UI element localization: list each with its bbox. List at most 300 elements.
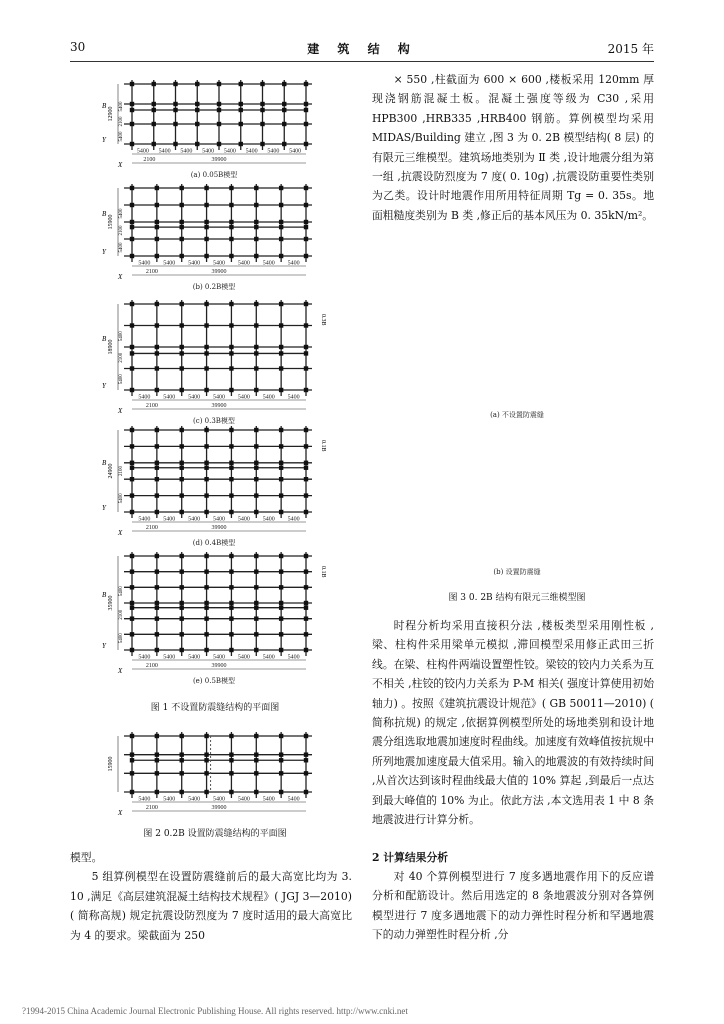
column-mark xyxy=(130,790,134,794)
column-mark xyxy=(304,477,308,481)
column-mark xyxy=(155,569,159,573)
column-mark xyxy=(279,585,283,589)
column-mark xyxy=(180,616,184,620)
column-mark xyxy=(254,601,258,605)
column-mark xyxy=(304,323,308,327)
column-mark xyxy=(180,632,184,636)
total-dim: 39900 xyxy=(211,269,227,275)
corridor-dim: 2100 xyxy=(145,805,158,811)
column-mark xyxy=(229,616,233,620)
column-mark xyxy=(279,388,283,392)
column-mark xyxy=(229,477,233,481)
column-mark xyxy=(180,323,184,327)
column-mark xyxy=(229,606,233,610)
column-mark xyxy=(279,237,283,241)
column-mark xyxy=(304,254,308,258)
column-mark xyxy=(180,444,184,448)
figure-3-caption: 图 3 0. 2B 结构有限元三维模型图 xyxy=(448,593,586,603)
right-text-bottom: 对 40 个算例模型进行 7 度多遇地震作用下的反应谱分析和配筋设计。然后用选定的 8 条地震波分别对各算例模型进行 7 度多遇地震下的动力弹性时程分析和罕遇地震下的动力弹塑性时程分析 ,分 xyxy=(372,870,654,942)
column-mark xyxy=(229,648,233,652)
column-mark xyxy=(279,601,283,605)
column-mark xyxy=(304,351,308,355)
column-mark xyxy=(304,648,308,652)
column-mark xyxy=(260,108,264,112)
column-mark xyxy=(180,254,184,258)
column-mark xyxy=(195,108,199,112)
column-mark xyxy=(173,142,177,146)
column-mark xyxy=(254,466,258,470)
b-axis-label: B xyxy=(102,591,107,599)
dim-label: 5400 xyxy=(262,796,275,803)
column-mark xyxy=(279,428,283,432)
column-mark xyxy=(130,569,134,573)
dim-label: 5400 xyxy=(163,654,176,661)
column-mark xyxy=(180,388,184,392)
column-mark xyxy=(204,186,208,190)
column-mark xyxy=(130,108,134,112)
corridor-dim: 2100 xyxy=(145,403,158,409)
column-mark xyxy=(304,428,308,432)
column-mark xyxy=(180,758,184,762)
dim-label: 5400 xyxy=(163,394,176,401)
column-mark xyxy=(180,493,184,497)
column-mark xyxy=(304,606,308,610)
column-mark xyxy=(217,82,221,86)
dim-label: 5400 xyxy=(245,148,258,155)
plan-b-caption: (b) 0.2B模型 xyxy=(192,283,236,291)
y-axis-label: Y xyxy=(102,136,106,144)
column-mark xyxy=(279,323,283,327)
y-axis-label: Y xyxy=(102,248,106,256)
column-mark xyxy=(204,569,208,573)
column-mark xyxy=(130,606,134,610)
column-mark xyxy=(279,606,283,610)
dim-label: 5400 xyxy=(287,394,300,401)
dim-label: 5400 xyxy=(287,516,300,523)
total-dim: 39900 xyxy=(211,663,227,669)
column-mark xyxy=(130,237,134,241)
figure-3a-model xyxy=(412,262,622,411)
column-mark xyxy=(204,444,208,448)
column-mark xyxy=(155,510,159,514)
column-mark xyxy=(279,752,283,756)
column-mark xyxy=(155,345,159,349)
column-mark xyxy=(260,102,264,106)
column-mark xyxy=(229,493,233,497)
column-mark xyxy=(155,237,159,241)
column-mark xyxy=(229,351,233,355)
dim-y-label: 5400 xyxy=(119,131,124,142)
dim-label: 5400 xyxy=(213,654,225,661)
column-mark xyxy=(130,554,134,558)
column-mark xyxy=(204,601,208,605)
column-mark xyxy=(130,203,134,207)
column-mark xyxy=(155,461,159,465)
column-mark xyxy=(304,225,308,229)
left-para-2: 5 组算例模型在设置防震缝前后的最大高宽比均为 3. 10 ,满足《高层建筑混凝土结构技术规程》( JGJ 3—2010) ( 简称高规) 规定抗震设防烈度为 7 度时适用的最大高宽比为 4 的要求。梁截面为 250 xyxy=(70,870,352,942)
column-mark xyxy=(130,82,134,86)
dim-label: 5400 xyxy=(213,516,225,523)
column-mark xyxy=(229,632,233,636)
dim-label: 5400 xyxy=(136,148,149,155)
column-mark xyxy=(229,203,233,207)
column-mark xyxy=(152,108,156,112)
column-mark xyxy=(155,758,159,762)
dim-label: 5400 xyxy=(188,394,201,401)
column-mark xyxy=(204,203,208,207)
column-mark xyxy=(254,616,258,620)
column-mark xyxy=(304,302,308,306)
column-mark xyxy=(173,102,177,106)
column-mark xyxy=(204,606,208,610)
column-mark xyxy=(130,461,134,465)
column-mark xyxy=(155,616,159,620)
dim-label: 5400 xyxy=(213,394,225,401)
column-mark xyxy=(254,734,258,738)
column-mark xyxy=(254,493,258,497)
column-mark xyxy=(304,752,308,756)
column-mark xyxy=(304,122,308,126)
column-mark xyxy=(180,461,184,465)
column-mark xyxy=(204,351,208,355)
column-mark xyxy=(254,585,258,589)
column-mark xyxy=(155,734,159,738)
column-mark xyxy=(130,510,134,514)
dim-label: 5400 xyxy=(138,260,151,267)
column-mark xyxy=(254,554,258,558)
plan-fig2 xyxy=(92,730,336,822)
column-mark xyxy=(229,323,233,327)
column-mark xyxy=(130,186,134,190)
column-mark xyxy=(130,225,134,229)
column-mark xyxy=(282,108,286,112)
side-label: 0.1B xyxy=(320,566,326,578)
column-mark xyxy=(155,302,159,306)
column-mark xyxy=(217,142,221,146)
total-y-dim: 24900 xyxy=(108,463,114,479)
column-mark xyxy=(229,366,233,370)
column-mark xyxy=(304,186,308,190)
column-mark xyxy=(304,388,308,392)
dim-label: 5400 xyxy=(237,394,250,401)
column-mark xyxy=(229,345,233,349)
column-mark xyxy=(130,648,134,652)
column-mark xyxy=(155,585,159,589)
column-mark xyxy=(229,554,233,558)
column-mark xyxy=(180,734,184,738)
plan-e-caption: (e) 0.5B模型 xyxy=(192,677,236,685)
column-mark xyxy=(180,345,184,349)
column-mark xyxy=(180,366,184,370)
plan-c-drawing xyxy=(92,298,336,420)
column-mark xyxy=(180,220,184,224)
dim-label: 5400 xyxy=(163,796,176,803)
plan-a-drawing xyxy=(92,78,336,174)
column-mark xyxy=(155,388,159,392)
dim-label: 5400 xyxy=(262,516,275,523)
column-mark xyxy=(204,648,208,652)
column-mark xyxy=(304,493,308,497)
column-mark xyxy=(254,225,258,229)
column-mark xyxy=(173,82,177,86)
column-mark xyxy=(130,466,134,470)
plan-c-caption: (c) 0.3B模型 xyxy=(193,417,235,425)
dim-label: 5400 xyxy=(267,148,280,155)
column-mark xyxy=(155,428,159,432)
column-mark xyxy=(155,186,159,190)
column-mark xyxy=(204,616,208,620)
column-mark xyxy=(254,790,258,794)
total-y-dim: 18900 xyxy=(108,339,114,355)
total-y-dim: 12900 xyxy=(108,106,114,122)
column-mark xyxy=(130,345,134,349)
column-mark xyxy=(204,323,208,327)
left-column-text xyxy=(70,848,352,945)
column-mark xyxy=(130,428,134,432)
column-mark xyxy=(254,351,258,355)
column-mark xyxy=(204,220,208,224)
column-mark xyxy=(130,122,134,126)
column-mark xyxy=(229,734,233,738)
dim-label: 5400 xyxy=(213,796,225,803)
column-mark xyxy=(204,388,208,392)
dim-y-label: 5400 xyxy=(119,493,124,504)
column-mark xyxy=(279,554,283,558)
dim-label: 5400 xyxy=(180,148,193,155)
dim-label: 5400 xyxy=(287,260,300,267)
column-mark xyxy=(304,569,308,573)
column-mark xyxy=(180,790,184,794)
figure-3a-caption: (a) 不设置防震缝 xyxy=(490,411,544,419)
total-dim: 39900 xyxy=(211,403,227,409)
column-mark xyxy=(204,771,208,775)
column-mark xyxy=(304,237,308,241)
column-mark xyxy=(204,466,208,470)
b-axis-label: B xyxy=(102,210,107,218)
column-mark xyxy=(254,752,258,756)
dim-label: 5400 xyxy=(163,516,176,523)
column-mark xyxy=(254,302,258,306)
column-mark xyxy=(180,351,184,355)
column-mark xyxy=(204,554,208,558)
column-mark xyxy=(155,601,159,605)
column-mark xyxy=(180,477,184,481)
dim-y-label: 5400 xyxy=(119,374,124,385)
column-mark xyxy=(173,122,177,126)
column-mark xyxy=(239,142,243,146)
column-mark xyxy=(282,122,286,126)
dim-label: 5400 xyxy=(188,516,201,523)
column-mark xyxy=(180,648,184,652)
column-mark xyxy=(155,323,159,327)
column-mark xyxy=(239,102,243,106)
column-mark xyxy=(279,648,283,652)
column-mark xyxy=(239,122,243,126)
column-mark xyxy=(229,752,233,756)
dim-label: 5400 xyxy=(138,796,151,803)
total-y-dim: 15900 xyxy=(108,214,114,230)
column-mark xyxy=(279,254,283,258)
column-mark xyxy=(254,461,258,465)
dim-label: 5400 xyxy=(262,394,275,401)
column-mark xyxy=(304,758,308,762)
dim-y-label: 5400 xyxy=(119,242,124,253)
figure-3b-model xyxy=(412,428,622,567)
column-mark xyxy=(155,254,159,258)
column-mark xyxy=(217,122,221,126)
page-number: 30 xyxy=(70,40,86,54)
column-mark xyxy=(229,510,233,514)
dim-label: 5400 xyxy=(223,148,236,155)
column-mark xyxy=(204,254,208,258)
column-mark xyxy=(155,648,159,652)
column-mark xyxy=(130,493,134,497)
column-mark xyxy=(254,632,258,636)
column-mark xyxy=(195,122,199,126)
column-mark xyxy=(279,477,283,481)
column-mark xyxy=(155,771,159,775)
column-mark xyxy=(180,428,184,432)
column-mark xyxy=(304,790,308,794)
column-mark xyxy=(304,734,308,738)
column-mark xyxy=(152,142,156,146)
column-mark xyxy=(130,444,134,448)
column-mark xyxy=(130,388,134,392)
column-mark xyxy=(204,510,208,514)
column-mark xyxy=(304,366,308,370)
column-mark xyxy=(155,203,159,207)
column-mark xyxy=(254,388,258,392)
column-mark xyxy=(279,444,283,448)
column-mark xyxy=(304,444,308,448)
dim-label: 5400 xyxy=(289,148,302,155)
y-axis-label: Y xyxy=(102,504,106,512)
dim-y-label: 2100 xyxy=(119,466,124,476)
column-mark xyxy=(282,142,286,146)
column-mark xyxy=(204,790,208,794)
column-mark xyxy=(204,493,208,497)
column-mark xyxy=(304,345,308,349)
column-mark xyxy=(130,302,134,306)
column-mark xyxy=(279,510,283,514)
column-mark xyxy=(254,444,258,448)
column-mark xyxy=(155,632,159,636)
corridor-dim: 2100 xyxy=(145,525,158,531)
total-y-dim: 15900 xyxy=(108,756,114,772)
dim-y-label: 2100 xyxy=(119,116,124,127)
column-mark xyxy=(217,108,221,112)
column-mark xyxy=(254,758,258,762)
column-mark xyxy=(204,225,208,229)
dim-label: 5400 xyxy=(262,654,275,661)
column-mark xyxy=(304,554,308,558)
column-mark xyxy=(279,758,283,762)
column-mark xyxy=(279,734,283,738)
column-mark xyxy=(155,606,159,610)
column-mark xyxy=(152,82,156,86)
column-mark xyxy=(279,493,283,497)
column-mark xyxy=(130,585,134,589)
plan-a-caption: (a) 0.05B模型 xyxy=(190,171,238,179)
column-mark xyxy=(155,493,159,497)
column-mark xyxy=(279,345,283,349)
plan-e xyxy=(92,550,336,680)
column-mark xyxy=(152,122,156,126)
figure-3b-caption: (b) 设置防震缝 xyxy=(493,568,541,576)
column-mark xyxy=(180,225,184,229)
x-axis-label: X xyxy=(118,529,123,537)
column-mark xyxy=(279,771,283,775)
figure-2-caption: 图 2 0.2B 设置防震缝结构的平面图 xyxy=(143,829,287,839)
column-mark xyxy=(130,734,134,738)
column-mark xyxy=(130,366,134,370)
column-mark xyxy=(254,323,258,327)
y-axis-label: Y xyxy=(102,382,106,390)
plan-b xyxy=(92,182,336,286)
dim-y-label: 5400 xyxy=(119,208,124,219)
dim-label: 5400 xyxy=(237,516,250,523)
column-mark xyxy=(279,220,283,224)
dim-label: 5400 xyxy=(213,260,225,267)
column-mark xyxy=(155,554,159,558)
column-mark xyxy=(229,771,233,775)
column-mark xyxy=(239,108,243,112)
column-mark xyxy=(282,82,286,86)
plan-b-drawing xyxy=(92,182,336,286)
column-mark xyxy=(180,203,184,207)
dim-label: 5400 xyxy=(287,654,300,661)
column-mark xyxy=(304,601,308,605)
dim-y-label: 5400 xyxy=(119,101,124,112)
column-mark xyxy=(180,237,184,241)
side-label: 0.3B xyxy=(320,314,326,326)
column-mark xyxy=(229,220,233,224)
column-mark xyxy=(279,351,283,355)
side-label: 0.1B xyxy=(320,440,326,452)
column-mark xyxy=(130,254,134,258)
column-mark xyxy=(254,648,258,652)
column-mark xyxy=(130,601,134,605)
column-mark xyxy=(254,237,258,241)
plan-d-drawing xyxy=(92,424,336,542)
column-mark xyxy=(229,444,233,448)
b-axis-label: B xyxy=(102,459,107,467)
corridor-dim: 2100 xyxy=(145,663,158,669)
column-mark xyxy=(180,569,184,573)
plan-a xyxy=(92,78,336,174)
column-mark xyxy=(279,186,283,190)
column-mark xyxy=(155,477,159,481)
total-dim: 39900 xyxy=(211,525,227,531)
dim-label: 5400 xyxy=(138,516,151,523)
column-mark xyxy=(304,466,308,470)
column-mark xyxy=(304,510,308,514)
x-axis-label: X xyxy=(118,273,123,281)
column-mark xyxy=(180,510,184,514)
dim-label: 5400 xyxy=(262,260,275,267)
column-mark xyxy=(304,82,308,86)
column-mark xyxy=(279,302,283,306)
column-mark xyxy=(260,142,264,146)
journal-title: 建 筑 结 构 xyxy=(307,42,417,56)
dim-label: 5400 xyxy=(237,260,250,267)
right-text-top: × 550 ,柱截面为 600 × 600 ,楼板采用 120mm 厚现浇钢筋混凝土板。混凝土强度等级为 C30 ,采用 HPB300 ,HRB335 ,HRB400 钢筋。算例模型均采用 MIDAS/Building 建立 ,图 3 为 0. 2B 模型结构( 8 层) 的有限元三维模型。建筑场地类别为 Ⅱ 类 ,设计地震分组为第一组 ,抗震设防烈度为 7 度( 0. 10g) ,抗震设防重要性类别为乙类。设计时地震作用所用特征周期 Tg = 0. 35s。地面粗糙度类别为 B 类 ,修正后的基本风压为 0. 35kN/m²。 xyxy=(372,73,654,222)
total-dim: 39900 xyxy=(211,805,227,811)
dim-y-label: 5400 xyxy=(119,586,124,597)
column-mark xyxy=(229,302,233,306)
column-mark xyxy=(254,366,258,370)
column-mark xyxy=(279,632,283,636)
